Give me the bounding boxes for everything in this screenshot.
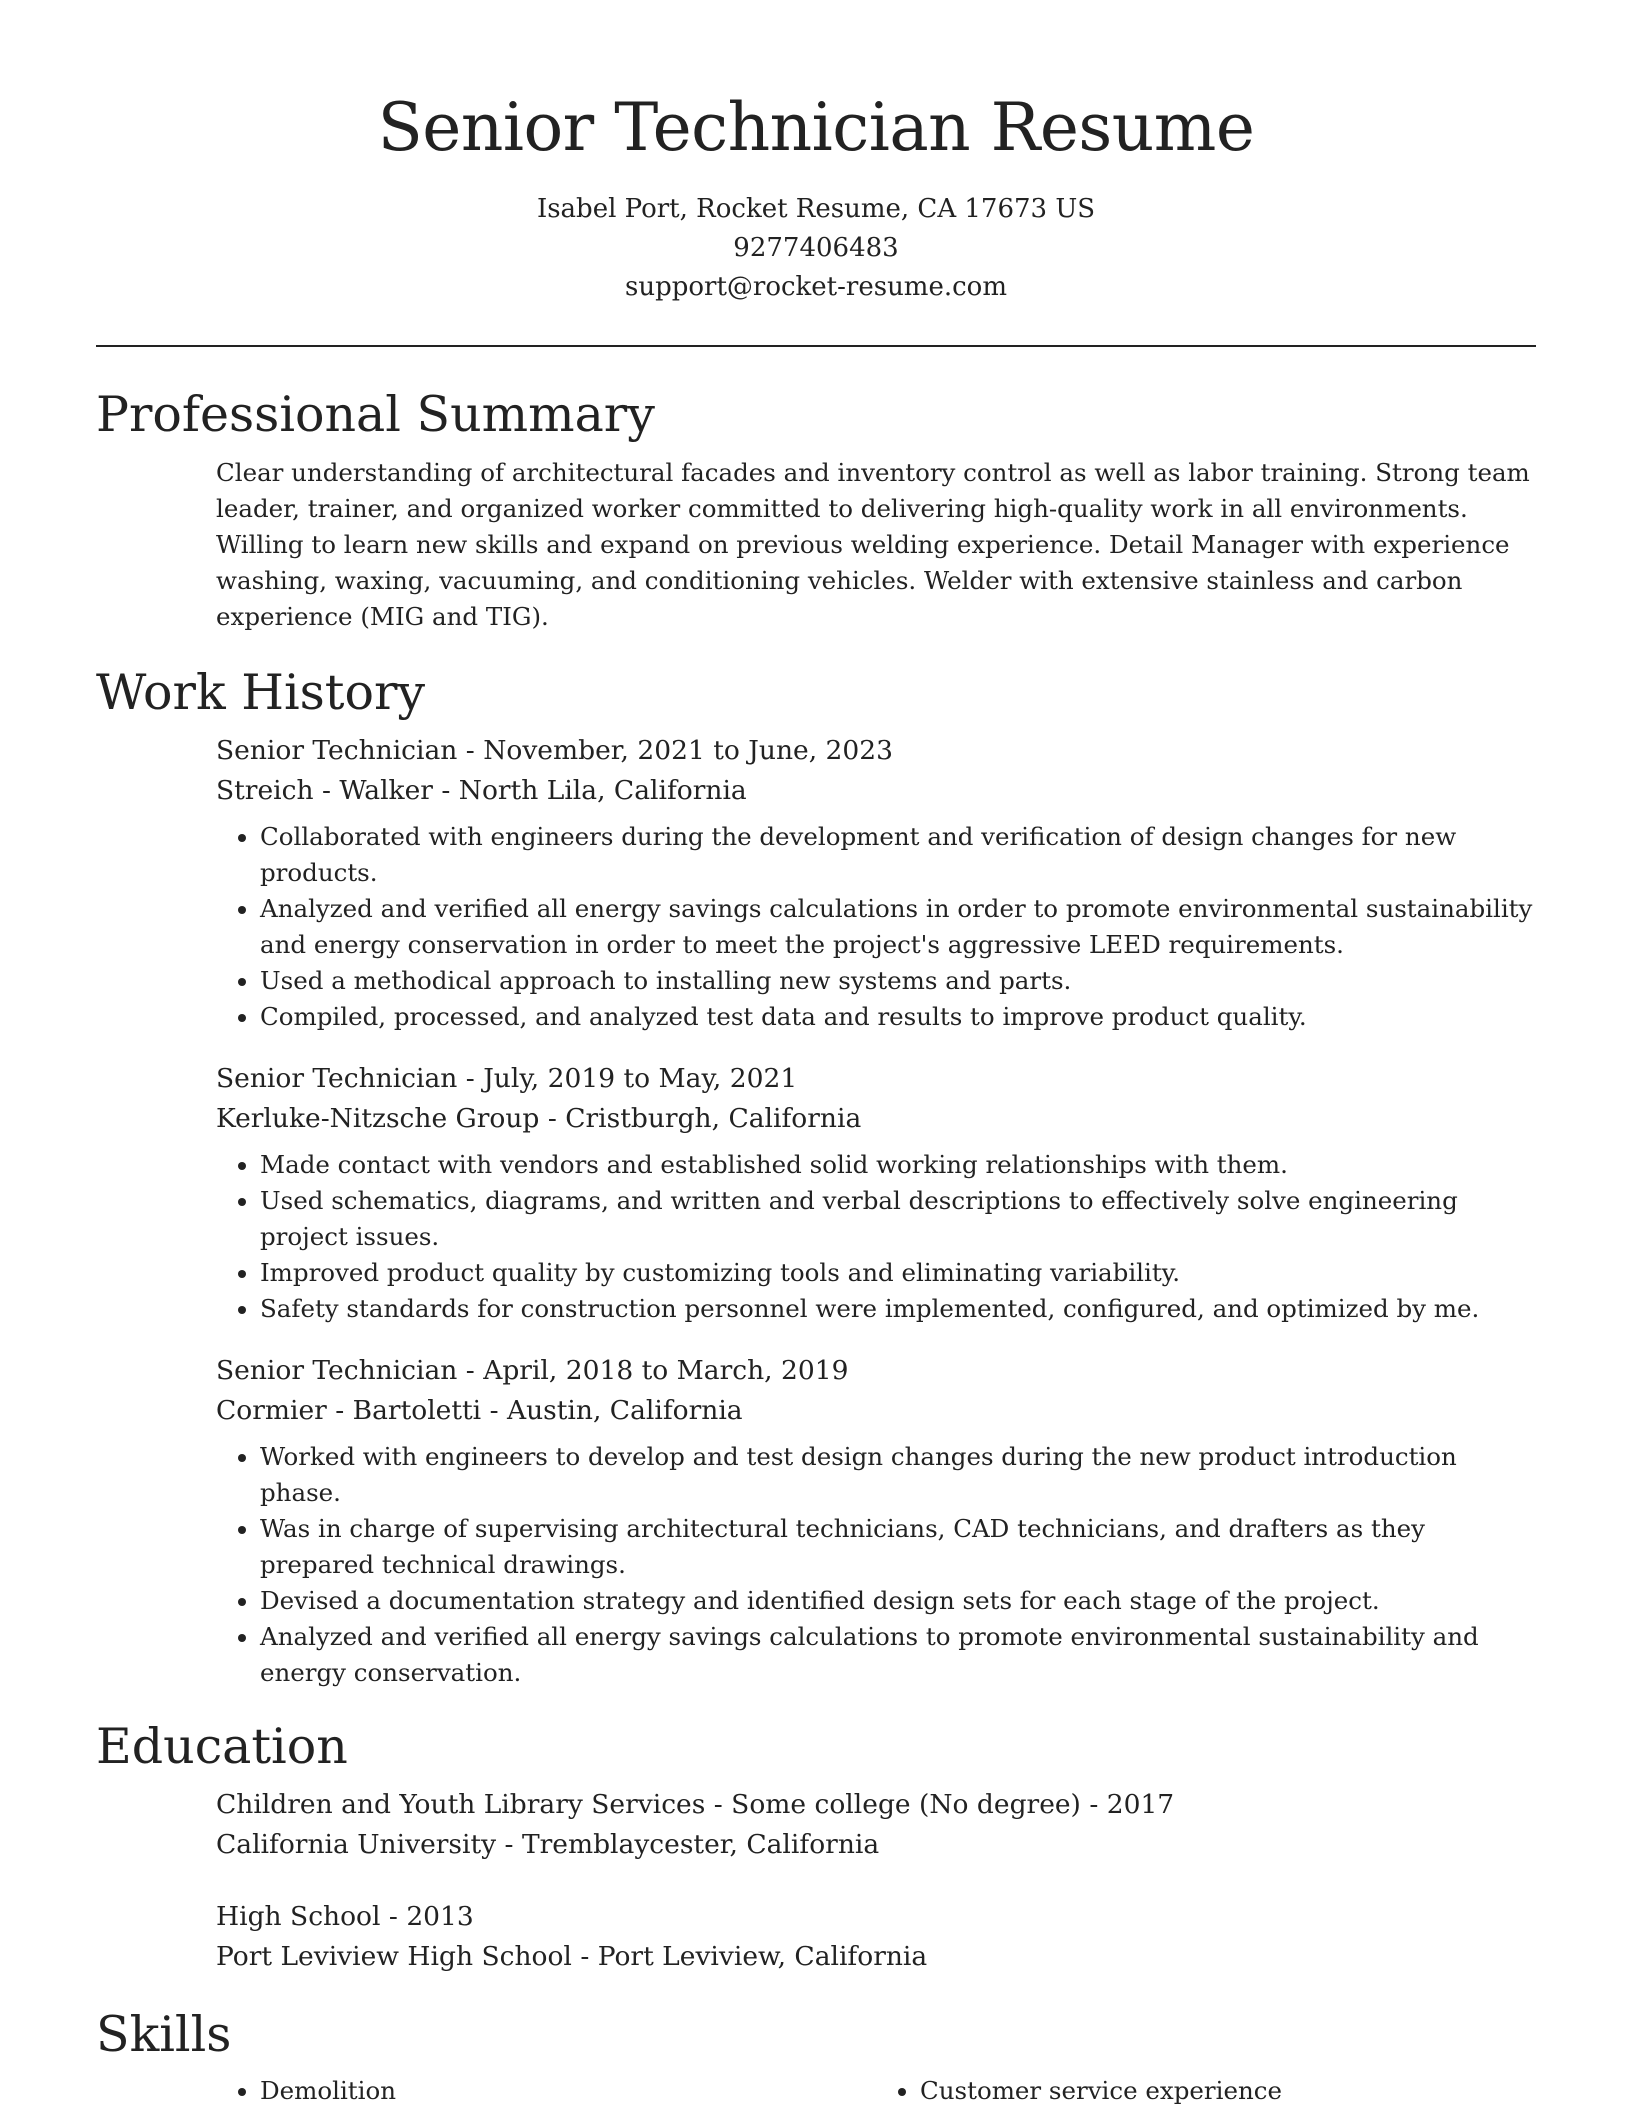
- job-company-line: Kerluke-Nitzsche Group - Cristburgh, California: [216, 1103, 862, 1134]
- resume-page: [96, 0, 1536, 2109]
- education-school-line: Port Leviview High School - Port Leviview, California: [216, 1941, 928, 1972]
- job-bullet: • Safety standards for construction personnel were implemented, configured, and optimized by me.: [260, 1291, 1536, 1327]
- job-title: Senior Technician: [216, 735, 458, 766]
- skill-item: • Demolition: [260, 2073, 876, 2109]
- job-title: Senior Technician: [216, 1063, 458, 1094]
- job-company: Streich - Walker: [216, 775, 433, 806]
- education-line: High School - 2013: [216, 1901, 474, 1932]
- job-dates: April, 2018 to March, 2019: [483, 1355, 849, 1386]
- job-bullet: • Analyzed and verified all energy savings calculations in order to promote environmental sustainability and energy conservation in order to meet the project's aggressive LEED requirements.: [260, 891, 1536, 963]
- skills-columns: [216, 2073, 1536, 2109]
- job-bullet: • Improved product quality by customizing tools and eliminating variability.: [260, 1255, 1536, 1291]
- job-entry: [216, 1059, 1536, 1327]
- education-school-line: California University - Tremblaycester, California: [216, 1829, 880, 1860]
- job-dates: July, 2019 to May, 2021: [483, 1063, 798, 1094]
- resume-title: Senior Technician Resume: [377, 89, 1255, 166]
- job-title-line: Senior Technician - November, 2021 to June, 2023: [216, 735, 893, 766]
- job-dates: November, 2021 to June, 2023: [483, 735, 893, 766]
- education-entry: [216, 1897, 1536, 1977]
- job-bullet: • Collaborated with engineers during the development and verification of design changes for new products.: [260, 819, 1536, 891]
- job-location: Austin, California: [506, 1395, 743, 1426]
- education-school: Port Leviview High School: [216, 1941, 572, 1972]
- job-title-line: Senior Technician - April, 2018 to March, 2019: [216, 1355, 849, 1386]
- contact-block: [96, 190, 1536, 307]
- job-title: Senior Technician: [216, 1355, 458, 1386]
- job-company-line: Streich - Walker - North Lila, California: [216, 775, 747, 806]
- job-company-line: Cormier - Bartoletti - Austin, California: [216, 1395, 743, 1426]
- education-field: High School: [216, 1901, 381, 1932]
- work-history-heading: Work History: [96, 664, 426, 721]
- job-bullets: [216, 819, 1536, 1035]
- skills-section: [96, 2003, 1536, 2109]
- job-company: Kerluke-Nitzsche Group: [216, 1103, 540, 1134]
- job-entry: [216, 1351, 1536, 1691]
- job-bullet: • Worked with engineers to develop and test design changes during the new product introduction phase.: [260, 1439, 1536, 1511]
- job-bullet: • Analyzed and verified all energy savings calculations to promote environmental sustainability and energy conservation.: [260, 1619, 1536, 1691]
- header-divider: [96, 345, 1536, 347]
- job-entry: [216, 731, 1536, 1035]
- contact-address: Isabel Port, Rocket Resume, CA 17673 US: [536, 194, 1096, 224]
- education-field: Children and Youth Library Services: [216, 1789, 706, 1820]
- education-school: California University: [216, 1829, 497, 1860]
- education-entry: [216, 1785, 1536, 1865]
- job-location: Cristburgh, California: [565, 1103, 862, 1134]
- contact-phone: 9277406483: [733, 233, 899, 263]
- skill-item: • Customer service experience: [920, 2073, 1536, 2109]
- work-history-section: [96, 661, 1536, 1691]
- education-year: 2017: [1106, 1789, 1175, 1820]
- education-line: Children and Youth Library Services - Some college (No degree) - 2017: [216, 1789, 1175, 1820]
- job-bullet: • Used a methodical approach to installing new systems and parts.: [260, 963, 1536, 999]
- job-title-line: Senior Technician - July, 2019 to May, 2021: [216, 1063, 798, 1094]
- summary-heading: Professional Summary: [96, 386, 655, 443]
- education-location: Tremblaycester, California: [521, 1829, 880, 1860]
- skills-list-left: [216, 2073, 876, 2109]
- job-bullet: • Devised a documentation strategy and identified design sets for each stage of the project.: [260, 1583, 1536, 1619]
- summary-section: [96, 383, 1536, 635]
- skills-heading: Skills: [96, 2006, 232, 2063]
- job-location: North Lila, California: [458, 775, 747, 806]
- job-bullet: • Used schematics, diagrams, and written and verbal descriptions to effectively solve engineering project issues.: [260, 1183, 1536, 1255]
- skills-list-right: [876, 2073, 1536, 2109]
- education-heading: Education: [96, 1718, 348, 1775]
- job-bullets: [216, 1147, 1536, 1327]
- job-bullet: • Compiled, processed, and analyzed test data and results to improve product quality.: [260, 999, 1536, 1035]
- education-degree: Some college (No degree): [731, 1789, 1081, 1820]
- job-bullet: • Made contact with vendors and established solid working relationships with them.: [260, 1147, 1536, 1183]
- summary-text: Clear understanding of architectural facades and inventory control as well as labor training. Strong team leader, trainer, and organized worker committed to delivering high-quality work in all environments. Willing to learn new skills and expand on previous welding experience. Detail Manager with experience washing, waxing, vacuuming, and conditioning vehicles. Welder with extensive stainless and carbon experience (MIG and TIG).: [216, 458, 1530, 631]
- education-location: Port Leviview, California: [597, 1941, 928, 1972]
- job-company: Cormier - Bartoletti: [216, 1395, 482, 1426]
- job-bullet: • Was in charge of supervising architectural technicians, CAD technicians, and drafters as they prepared technical drawings.: [260, 1511, 1536, 1583]
- job-bullets: [216, 1439, 1536, 1691]
- contact-email: support@rocket-resume.com: [624, 272, 1007, 302]
- education-section: [96, 1715, 1536, 1977]
- education-year: 2013: [406, 1901, 474, 1932]
